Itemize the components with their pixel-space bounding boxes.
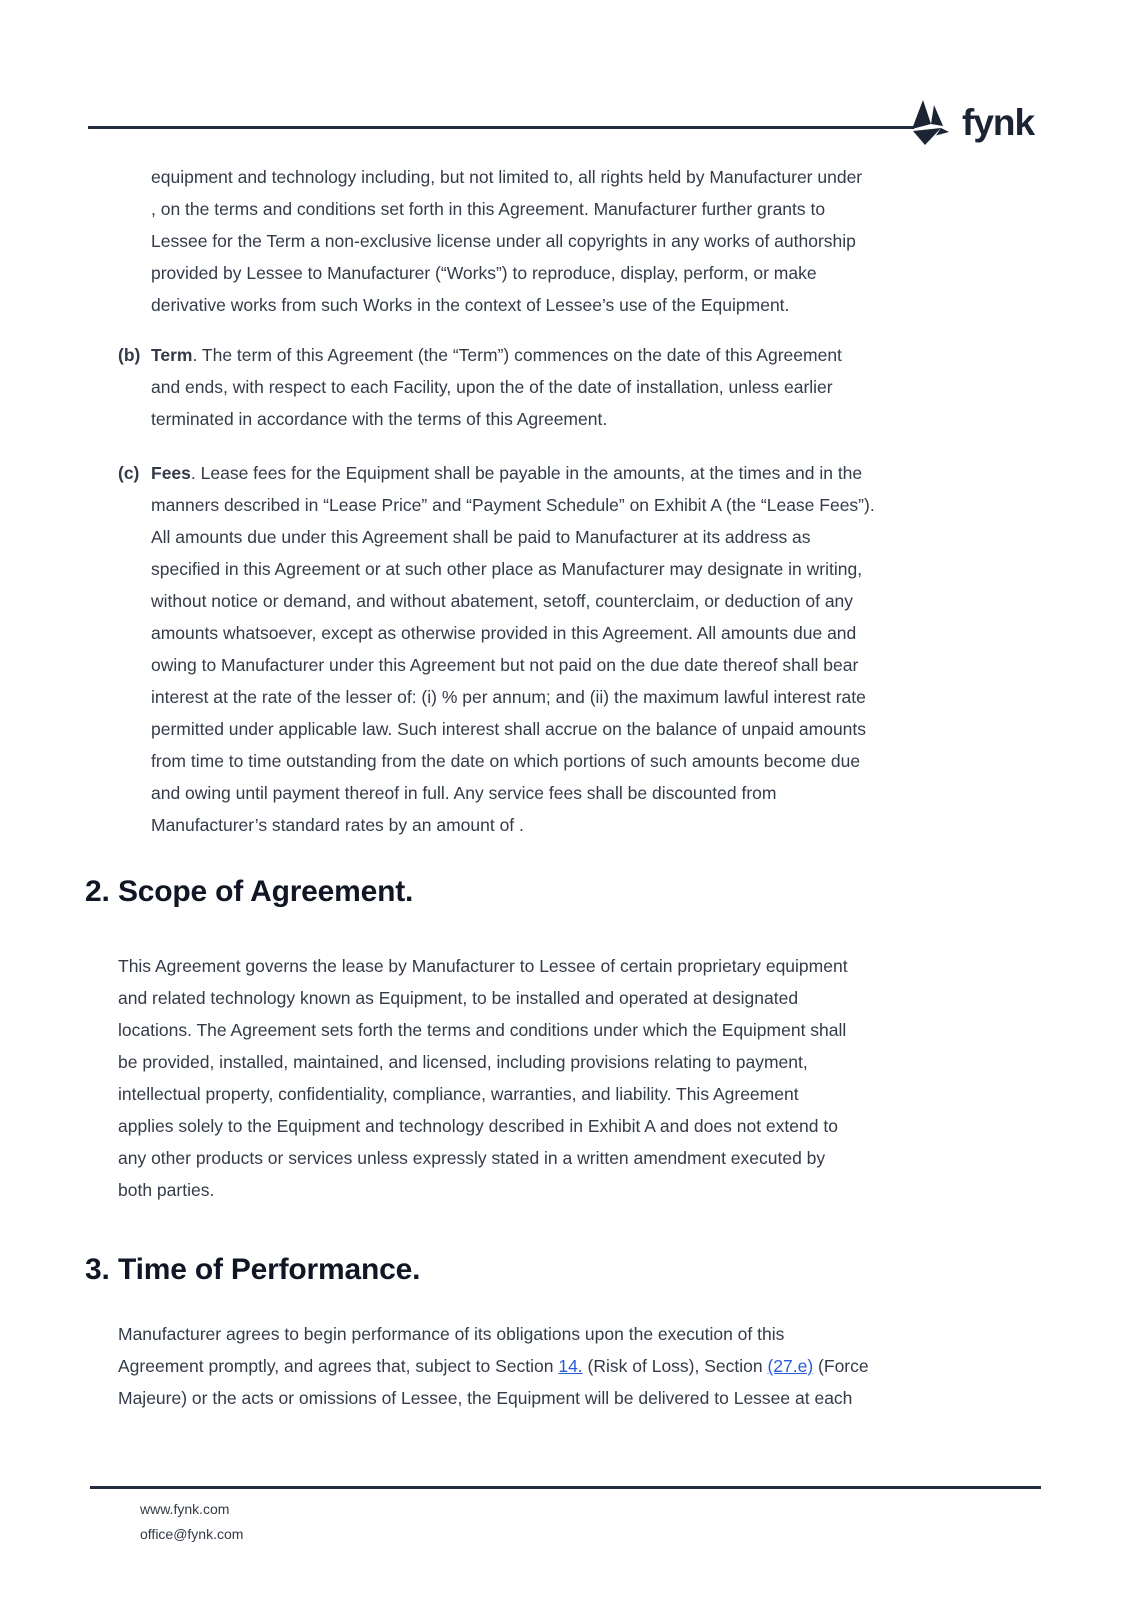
clause-label: Term: [151, 345, 193, 365]
section-title: Time of Performance.: [118, 1253, 421, 1286]
section-number: 2.: [85, 875, 110, 908]
text-line: applies solely to the Equipment and technology described in Exhibit A and does not extend to: [118, 1116, 838, 1136]
text-line: derivative works from such Works in the context of Lessee’s use of the Equipment.: [151, 295, 790, 315]
text-segment: Agreement promptly, and agrees that, subject to Section: [118, 1356, 559, 1376]
section-number: 3.: [85, 1253, 110, 1286]
text-line: and owing until payment thereof in full. Any service fees shall be discounted from: [151, 783, 777, 803]
text-line: Manufacturer’s standard rates by an amount of .: [151, 815, 524, 835]
header-rule: [88, 126, 914, 129]
text-line: locations. The Agreement sets forth the terms and conditions under which the Equipment shall: [118, 1020, 847, 1040]
text-line: and related technology known as Equipment, to be installed and operated at designated: [118, 988, 799, 1008]
paragraph-time: [118, 1318, 869, 1414]
section-heading-time: [85, 1250, 420, 1290]
text-line: All amounts due under this Agreement shall be paid to Manufacturer at its address as: [151, 527, 811, 547]
fynk-logo: [903, 98, 1034, 150]
clause-label: Fees: [151, 463, 191, 483]
text-line: Manufacturer agrees to begin performance of its obligations upon the execution of this: [118, 1324, 785, 1344]
text-line: manners described in “Lease Price” and “Payment Schedule” on Exhibit A (the “Lease Fees”).: [151, 495, 875, 515]
logo-wordmark: fynk: [962, 101, 1035, 143]
text-line: and ends, with respect to each Facility, upon the of the date of installation, unless earlier: [151, 377, 833, 397]
text-line: [118, 1350, 869, 1382]
clause-body: [151, 371, 842, 435]
text-line: [151, 457, 875, 489]
footer-email: office@fynk.com: [140, 1526, 244, 1542]
clause-marker: (b): [118, 345, 141, 365]
clause-body: [151, 489, 875, 841]
text-line: intellectual property, confidentiality, compliance, warranties, and liability. This Agreement: [118, 1084, 799, 1104]
text-line: This Agreement governs the lease by Manufacturer to Lessee of certain proprietary equipment: [118, 956, 848, 976]
clause-term: [118, 339, 842, 435]
text-segment: (Risk of Loss), Section: [582, 1356, 768, 1376]
text-line: equipment and technology including, but not limited to, all rights held by Manufacturer under: [151, 167, 863, 187]
text-segment: (Force: [813, 1356, 869, 1376]
text-line: terminated in accordance with the terms of this Agreement.: [151, 409, 608, 429]
crane-icon: [903, 98, 955, 150]
text-line: provided by Lessee to Manufacturer (“Works”) to reproduce, display, perform, or make: [151, 263, 817, 283]
text-line: owing to Manufacturer under this Agreement but not paid on the due date thereof shall bear: [151, 655, 859, 675]
section-ref-link[interactable]: 14.: [558, 1356, 583, 1376]
text-line: amounts whatsoever, except as otherwise provided in this Agreement. All amounts due and: [151, 623, 857, 643]
text-line: Majeure) or the acts or omissions of Lessee, the Equipment will be delivered to Lessee at each: [118, 1388, 853, 1408]
text-line: without notice or demand, and without abatement, setoff, counterclaim, or deduction of any: [151, 591, 854, 611]
text-line: , on the terms and conditions set forth in this Agreement. Manufacturer further grants to: [151, 199, 826, 219]
section-heading-scope: [85, 872, 413, 912]
clause-fees: [118, 457, 875, 841]
text-line: from time to time outstanding from the date on which portions of such amounts become due: [151, 751, 861, 771]
text-line: interest at the rate of the lesser of: (i) % per annum; and (ii) the maximum lawful interest rate: [151, 687, 866, 707]
footer-website: www.fynk.com: [140, 1501, 230, 1517]
clause-text: . The term of this Agreement (the “Term”) commences on the date of this Agreement: [192, 345, 842, 365]
section-ref-link[interactable]: (27.e): [767, 1356, 814, 1376]
text-line: any other products or services unless expressly stated in a written amendment executed by: [118, 1148, 826, 1168]
text-line: be provided, installed, maintained, and licensed, including provisions relating to payment,: [118, 1052, 808, 1072]
text-line: permitted under applicable law. Such interest shall accrue on the balance of unpaid amounts: [151, 719, 867, 739]
text-line: [151, 339, 842, 371]
section-title: Scope of Agreement.: [118, 875, 414, 908]
text-line: Lessee for the Term a non-exclusive license under all copyrights in any works of authorship: [151, 231, 856, 251]
paragraph-scope: [118, 950, 848, 1206]
clause-marker: (c): [118, 463, 140, 483]
clause-text: . Lease fees for the Equipment shall be payable in the amounts, at the times and in the: [190, 463, 863, 483]
text-line: both parties.: [118, 1180, 215, 1200]
text-line: specified in this Agreement or at such other place as Manufacturer may designate in writing,: [151, 559, 863, 579]
paragraph-intro: [151, 161, 862, 321]
footer-rule: [90, 1486, 1041, 1489]
